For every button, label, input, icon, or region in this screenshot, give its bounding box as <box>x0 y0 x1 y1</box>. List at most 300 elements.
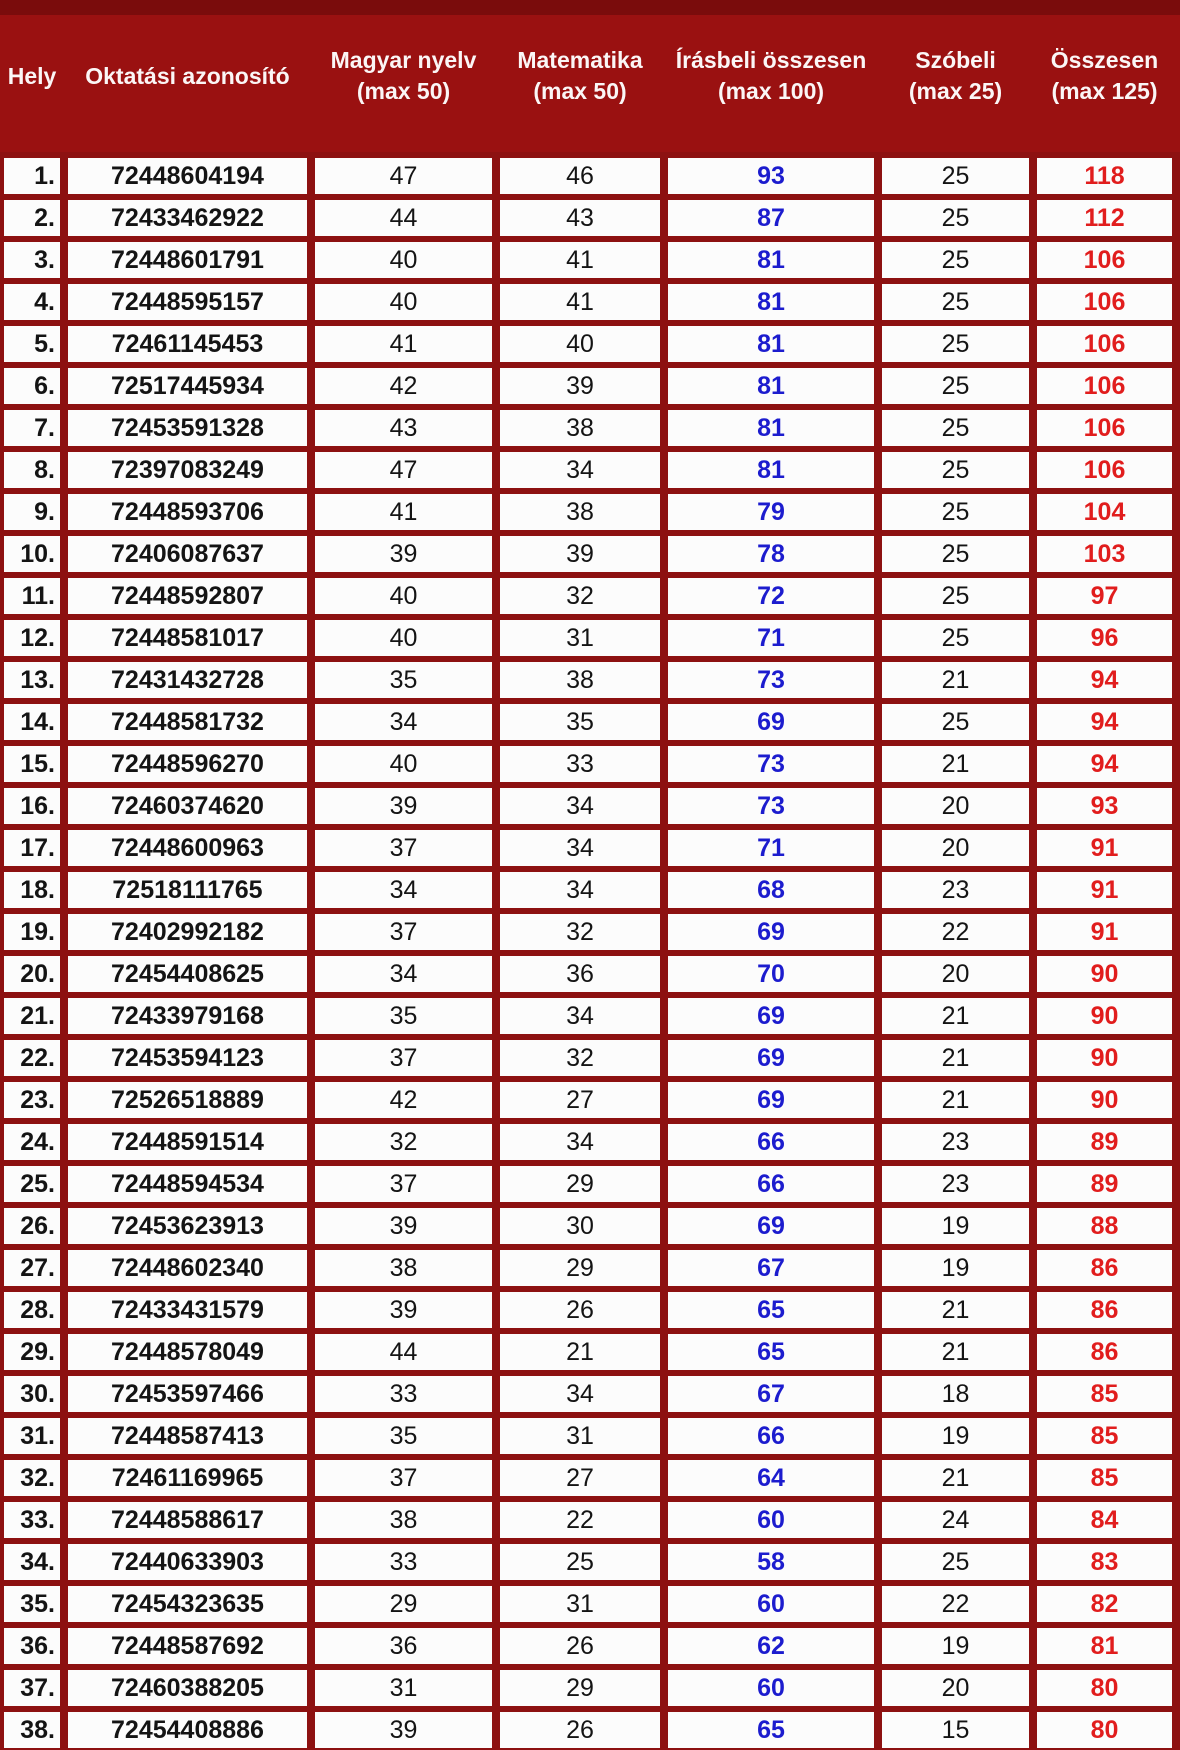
cell-id: 72448587692 <box>68 1628 307 1664</box>
cell-magyar: 32 <box>315 1124 492 1160</box>
table-row <box>0 872 1180 908</box>
cell-osszesen: 106 <box>1037 284 1172 320</box>
cell-irasbeli: 71 <box>668 830 874 866</box>
cell-magyar: 38 <box>315 1502 492 1538</box>
cell-osszesen: 94 <box>1037 746 1172 782</box>
column-header-sublabel: (max 50) <box>356 78 451 104</box>
cell-hely: 9. <box>4 494 60 530</box>
cell-id: 72448600963 <box>68 830 307 866</box>
cell-matek: 43 <box>500 200 660 236</box>
cell-osszesen: 83 <box>1037 1544 1172 1580</box>
table-row <box>0 914 1180 950</box>
cell-irasbeli: 66 <box>668 1124 874 1160</box>
cell-magyar: 40 <box>315 578 492 614</box>
cell-hely: 4. <box>4 284 60 320</box>
cell-matek: 41 <box>500 242 660 278</box>
cell-id: 72406087637 <box>68 536 307 572</box>
cell-szobeli: 24 <box>882 1502 1029 1538</box>
cell-matek: 31 <box>500 1586 660 1622</box>
cell-szobeli: 21 <box>882 746 1029 782</box>
cell-id: 72454408886 <box>68 1712 307 1748</box>
cell-magyar: 37 <box>315 1166 492 1202</box>
table-row <box>0 536 1180 572</box>
table-row <box>0 1544 1180 1580</box>
cell-matek: 22 <box>500 1502 660 1538</box>
cell-magyar: 33 <box>315 1544 492 1580</box>
cell-magyar: 40 <box>315 242 492 278</box>
cell-id: 72433979168 <box>68 998 307 1034</box>
cell-szobeli: 20 <box>882 788 1029 824</box>
cell-hely: 23. <box>4 1082 60 1118</box>
cell-hely: 36. <box>4 1628 60 1664</box>
cell-matek: 39 <box>500 368 660 404</box>
cell-irasbeli: 69 <box>668 1040 874 1076</box>
cell-matek: 33 <box>500 746 660 782</box>
cell-hely: 26. <box>4 1208 60 1244</box>
cell-id: 72461145453 <box>68 326 307 362</box>
column-header-label: Szóbeli <box>915 47 996 73</box>
cell-matek: 39 <box>500 536 660 572</box>
cell-hely: 31. <box>4 1418 60 1454</box>
table-row <box>0 620 1180 656</box>
table-row <box>0 1670 1180 1706</box>
cell-matek: 30 <box>500 1208 660 1244</box>
cell-osszesen: 80 <box>1037 1712 1172 1748</box>
cell-hely: 1. <box>4 158 60 194</box>
cell-hely: 10. <box>4 536 60 572</box>
cell-hely: 24. <box>4 1124 60 1160</box>
cell-osszesen: 89 <box>1037 1166 1172 1202</box>
column-header-label: Oktatási azonosító <box>85 62 290 89</box>
table-row <box>0 1166 1180 1202</box>
cell-irasbeli: 71 <box>668 620 874 656</box>
cell-irasbeli: 72 <box>668 578 874 614</box>
cell-hely: 38. <box>4 1712 60 1748</box>
cell-magyar: 40 <box>315 620 492 656</box>
cell-matek: 27 <box>500 1460 660 1496</box>
cell-irasbeli: 81 <box>668 284 874 320</box>
cell-szobeli: 25 <box>882 452 1029 488</box>
cell-id: 72518111765 <box>68 872 307 908</box>
cell-osszesen: 106 <box>1037 410 1172 446</box>
column-header-hely <box>4 61 60 92</box>
cell-magyar: 37 <box>315 1040 492 1076</box>
cell-osszesen: 106 <box>1037 368 1172 404</box>
cell-osszesen: 86 <box>1037 1250 1172 1286</box>
cell-matek: 34 <box>500 872 660 908</box>
cell-hely: 21. <box>4 998 60 1034</box>
cell-id: 72402992182 <box>68 914 307 950</box>
cell-matek: 27 <box>500 1082 660 1118</box>
cell-matek: 34 <box>500 1376 660 1412</box>
table-row <box>0 368 1180 404</box>
column-header-magyar-nyelv <box>315 45 492 107</box>
cell-matek: 34 <box>500 452 660 488</box>
cell-magyar: 44 <box>315 1334 492 1370</box>
cell-osszesen: 103 <box>1037 536 1172 572</box>
cell-id: 72431432728 <box>68 662 307 698</box>
column-header-label: Magyar nyelv <box>330 47 477 73</box>
cell-magyar: 39 <box>315 1292 492 1328</box>
cell-matek: 34 <box>500 830 660 866</box>
cell-matek: 32 <box>500 578 660 614</box>
cell-hely: 5. <box>4 326 60 362</box>
cell-hely: 12. <box>4 620 60 656</box>
cell-szobeli: 25 <box>882 1544 1029 1580</box>
column-header-matematika <box>500 45 660 107</box>
cell-szobeli: 20 <box>882 830 1029 866</box>
cell-szobeli: 25 <box>882 578 1029 614</box>
table-row <box>0 1628 1180 1664</box>
cell-osszesen: 94 <box>1037 662 1172 698</box>
cell-hely: 27. <box>4 1250 60 1286</box>
cell-matek: 26 <box>500 1628 660 1664</box>
table-row <box>0 1082 1180 1118</box>
cell-szobeli: 19 <box>882 1418 1029 1454</box>
cell-matek: 41 <box>500 284 660 320</box>
cell-szobeli: 18 <box>882 1376 1029 1412</box>
cell-magyar: 34 <box>315 956 492 992</box>
cell-id: 72448592807 <box>68 578 307 614</box>
cell-hely: 22. <box>4 1040 60 1076</box>
cell-szobeli: 21 <box>882 1040 1029 1076</box>
cell-magyar: 42 <box>315 368 492 404</box>
cell-irasbeli: 78 <box>668 536 874 572</box>
cell-id: 72448596270 <box>68 746 307 782</box>
cell-magyar: 43 <box>315 410 492 446</box>
cell-id: 72448604194 <box>68 158 307 194</box>
cell-szobeli: 25 <box>882 200 1029 236</box>
cell-irasbeli: 73 <box>668 662 874 698</box>
cell-id: 72448601791 <box>68 242 307 278</box>
table-row <box>0 662 1180 698</box>
cell-hely: 30. <box>4 1376 60 1412</box>
cell-hely: 2. <box>4 200 60 236</box>
cell-magyar: 34 <box>315 872 492 908</box>
cell-irasbeli: 69 <box>668 914 874 950</box>
cell-irasbeli: 66 <box>668 1418 874 1454</box>
cell-osszesen: 90 <box>1037 998 1172 1034</box>
cell-irasbeli: 69 <box>668 1208 874 1244</box>
cell-hely: 17. <box>4 830 60 866</box>
cell-irasbeli: 69 <box>668 998 874 1034</box>
cell-matek: 34 <box>500 998 660 1034</box>
cell-matek: 31 <box>500 1418 660 1454</box>
cell-magyar: 39 <box>315 1712 492 1748</box>
cell-magyar: 47 <box>315 158 492 194</box>
column-header-szobeli <box>882 45 1029 107</box>
cell-osszesen: 97 <box>1037 578 1172 614</box>
cell-matek: 32 <box>500 1040 660 1076</box>
cell-id: 72453594123 <box>68 1040 307 1076</box>
cell-magyar: 36 <box>315 1628 492 1664</box>
column-header-label: Matematika <box>517 47 643 73</box>
cell-irasbeli: 65 <box>668 1712 874 1748</box>
table-row <box>0 1334 1180 1370</box>
cell-magyar: 31 <box>315 1670 492 1706</box>
cell-szobeli: 25 <box>882 620 1029 656</box>
cell-irasbeli: 60 <box>668 1586 874 1622</box>
cell-osszesen: 112 <box>1037 200 1172 236</box>
cell-szobeli: 19 <box>882 1628 1029 1664</box>
cell-szobeli: 21 <box>882 1334 1029 1370</box>
cell-szobeli: 22 <box>882 1586 1029 1622</box>
cell-szobeli: 25 <box>882 158 1029 194</box>
cell-id: 72433462922 <box>68 200 307 236</box>
table-row <box>0 452 1180 488</box>
column-header-irasbeli-osszesen <box>668 45 874 107</box>
cell-hely: 18. <box>4 872 60 908</box>
cell-irasbeli: 81 <box>668 452 874 488</box>
column-header-sublabel: (max 25) <box>908 78 1003 104</box>
table-row <box>0 1208 1180 1244</box>
cell-magyar: 42 <box>315 1082 492 1118</box>
cell-irasbeli: 79 <box>668 494 874 530</box>
cell-magyar: 35 <box>315 1418 492 1454</box>
cell-osszesen: 90 <box>1037 1082 1172 1118</box>
cell-szobeli: 20 <box>882 1670 1029 1706</box>
cell-osszesen: 118 <box>1037 158 1172 194</box>
cell-szobeli: 20 <box>882 956 1029 992</box>
cell-szobeli: 19 <box>882 1208 1029 1244</box>
cell-osszesen: 90 <box>1037 1040 1172 1076</box>
cell-szobeli: 22 <box>882 914 1029 950</box>
cell-id: 72461169965 <box>68 1460 307 1496</box>
cell-matek: 35 <box>500 704 660 740</box>
cell-irasbeli: 81 <box>668 242 874 278</box>
cell-hely: 11. <box>4 578 60 614</box>
cell-szobeli: 25 <box>882 410 1029 446</box>
cell-irasbeli: 73 <box>668 746 874 782</box>
cell-osszesen: 85 <box>1037 1460 1172 1496</box>
cell-id: 72448602340 <box>68 1250 307 1286</box>
cell-szobeli: 23 <box>882 1166 1029 1202</box>
cell-irasbeli: 64 <box>668 1460 874 1496</box>
cell-magyar: 37 <box>315 914 492 950</box>
cell-osszesen: 91 <box>1037 830 1172 866</box>
cell-matek: 38 <box>500 494 660 530</box>
cell-id: 72453591328 <box>68 410 307 446</box>
cell-id: 72454323635 <box>68 1586 307 1622</box>
cell-magyar: 39 <box>315 536 492 572</box>
cell-szobeli: 25 <box>882 368 1029 404</box>
cell-szobeli: 23 <box>882 872 1029 908</box>
cell-hely: 8. <box>4 452 60 488</box>
cell-irasbeli: 60 <box>668 1502 874 1538</box>
cell-hely: 33. <box>4 1502 60 1538</box>
cell-szobeli: 21 <box>882 998 1029 1034</box>
cell-osszesen: 106 <box>1037 452 1172 488</box>
cell-id: 72517445934 <box>68 368 307 404</box>
cell-hely: 13. <box>4 662 60 698</box>
table-row <box>0 1712 1180 1748</box>
cell-id: 72526518889 <box>68 1082 307 1118</box>
cell-hely: 20. <box>4 956 60 992</box>
cell-magyar: 29 <box>315 1586 492 1622</box>
cell-osszesen: 91 <box>1037 872 1172 908</box>
table-row <box>0 704 1180 740</box>
cell-id: 72460374620 <box>68 788 307 824</box>
cell-hely: 35. <box>4 1586 60 1622</box>
cell-matek: 46 <box>500 158 660 194</box>
cell-matek: 26 <box>500 1292 660 1328</box>
table-row <box>0 1292 1180 1328</box>
cell-hely: 32. <box>4 1460 60 1496</box>
cell-irasbeli: 81 <box>668 410 874 446</box>
cell-id: 72453623913 <box>68 1208 307 1244</box>
cell-hely: 6. <box>4 368 60 404</box>
table-row <box>0 998 1180 1034</box>
column-header-sublabel: (max 100) <box>717 78 825 104</box>
cell-szobeli: 21 <box>882 1082 1029 1118</box>
cell-magyar: 35 <box>315 662 492 698</box>
cell-id: 72440633903 <box>68 1544 307 1580</box>
table-row <box>0 746 1180 782</box>
cell-osszesen: 96 <box>1037 620 1172 656</box>
cell-matek: 38 <box>500 410 660 446</box>
cell-osszesen: 104 <box>1037 494 1172 530</box>
cell-irasbeli: 69 <box>668 1082 874 1118</box>
cell-id: 72448581732 <box>68 704 307 740</box>
cell-hely: 14. <box>4 704 60 740</box>
cell-matek: 32 <box>500 914 660 950</box>
cell-osszesen: 106 <box>1037 242 1172 278</box>
cell-magyar: 40 <box>315 746 492 782</box>
cell-osszesen: 85 <box>1037 1418 1172 1454</box>
cell-hely: 34. <box>4 1544 60 1580</box>
column-header-oktatasi-azonosito <box>68 61 307 92</box>
table-row <box>0 242 1180 278</box>
cell-magyar: 39 <box>315 788 492 824</box>
cell-osszesen: 86 <box>1037 1292 1172 1328</box>
cell-osszesen: 81 <box>1037 1628 1172 1664</box>
cell-matek: 38 <box>500 662 660 698</box>
cell-magyar: 35 <box>315 998 492 1034</box>
table-row <box>0 284 1180 320</box>
cell-szobeli: 25 <box>882 326 1029 362</box>
cell-irasbeli: 66 <box>668 1166 874 1202</box>
table-row <box>0 578 1180 614</box>
cell-magyar: 41 <box>315 326 492 362</box>
cell-irasbeli: 73 <box>668 788 874 824</box>
cell-magyar: 33 <box>315 1376 492 1412</box>
cell-magyar: 37 <box>315 830 492 866</box>
cell-szobeli: 21 <box>882 1292 1029 1328</box>
cell-irasbeli: 65 <box>668 1292 874 1328</box>
table-row <box>0 956 1180 992</box>
cell-irasbeli: 67 <box>668 1250 874 1286</box>
cell-irasbeli: 68 <box>668 872 874 908</box>
cell-hely: 37. <box>4 1670 60 1706</box>
cell-id: 72448595157 <box>68 284 307 320</box>
cell-irasbeli: 67 <box>668 1376 874 1412</box>
cell-szobeli: 25 <box>882 704 1029 740</box>
cell-osszesen: 93 <box>1037 788 1172 824</box>
cell-irasbeli: 60 <box>668 1670 874 1706</box>
table-row <box>0 1460 1180 1496</box>
cell-szobeli: 19 <box>882 1250 1029 1286</box>
table-body <box>0 152 1180 1748</box>
cell-osszesen: 90 <box>1037 956 1172 992</box>
cell-id: 72453597466 <box>68 1376 307 1412</box>
cell-id: 72448581017 <box>68 620 307 656</box>
cell-id: 72448594534 <box>68 1166 307 1202</box>
cell-matek: 29 <box>500 1166 660 1202</box>
cell-matek: 29 <box>500 1250 660 1286</box>
cell-osszesen: 88 <box>1037 1208 1172 1244</box>
cell-szobeli: 25 <box>882 242 1029 278</box>
cell-osszesen: 91 <box>1037 914 1172 950</box>
cell-hely: 28. <box>4 1292 60 1328</box>
table-row <box>0 830 1180 866</box>
cell-hely: 19. <box>4 914 60 950</box>
cell-id: 72433431579 <box>68 1292 307 1328</box>
cell-irasbeli: 70 <box>668 956 874 992</box>
cell-hely: 3. <box>4 242 60 278</box>
table-row <box>0 788 1180 824</box>
column-header-osszesen <box>1037 45 1172 107</box>
cell-id: 72448588617 <box>68 1502 307 1538</box>
table-header-row <box>0 0 1180 152</box>
table-row <box>0 200 1180 236</box>
cell-id: 72448591514 <box>68 1124 307 1160</box>
cell-hely: 7. <box>4 410 60 446</box>
cell-irasbeli: 62 <box>668 1628 874 1664</box>
cell-szobeli: 21 <box>882 662 1029 698</box>
column-header-sublabel: (max 50) <box>533 78 627 104</box>
cell-osszesen: 86 <box>1037 1334 1172 1370</box>
cell-osszesen: 84 <box>1037 1502 1172 1538</box>
cell-matek: 26 <box>500 1712 660 1748</box>
column-header-label: Összesen <box>1050 47 1159 73</box>
cell-matek: 25 <box>500 1544 660 1580</box>
table-row <box>0 1418 1180 1454</box>
cell-irasbeli: 87 <box>668 200 874 236</box>
table-row <box>0 410 1180 446</box>
column-header-label: Hely <box>7 62 57 89</box>
cell-matek: 21 <box>500 1334 660 1370</box>
cell-irasbeli: 58 <box>668 1544 874 1580</box>
cell-matek: 36 <box>500 956 660 992</box>
cell-magyar: 37 <box>315 1460 492 1496</box>
cell-szobeli: 25 <box>882 536 1029 572</box>
cell-hely: 29. <box>4 1334 60 1370</box>
cell-szobeli: 21 <box>882 1460 1029 1496</box>
cell-irasbeli: 81 <box>668 368 874 404</box>
table-row <box>0 1040 1180 1076</box>
cell-id: 72448578049 <box>68 1334 307 1370</box>
cell-osszesen: 80 <box>1037 1670 1172 1706</box>
cell-magyar: 34 <box>315 704 492 740</box>
cell-matek: 31 <box>500 620 660 656</box>
cell-osszesen: 82 <box>1037 1586 1172 1622</box>
table-row <box>0 1124 1180 1160</box>
cell-matek: 34 <box>500 788 660 824</box>
table-row <box>0 1250 1180 1286</box>
column-header-sublabel: (max 125) <box>1051 78 1158 104</box>
cell-osszesen: 106 <box>1037 326 1172 362</box>
cell-magyar: 39 <box>315 1208 492 1244</box>
cell-szobeli: 23 <box>882 1124 1029 1160</box>
cell-id: 72448587413 <box>68 1418 307 1454</box>
cell-matek: 29 <box>500 1670 660 1706</box>
cell-osszesen: 94 <box>1037 704 1172 740</box>
cell-irasbeli: 93 <box>668 158 874 194</box>
cell-irasbeli: 65 <box>668 1334 874 1370</box>
cell-irasbeli: 69 <box>668 704 874 740</box>
table-row <box>0 1376 1180 1412</box>
cell-hely: 25. <box>4 1166 60 1202</box>
